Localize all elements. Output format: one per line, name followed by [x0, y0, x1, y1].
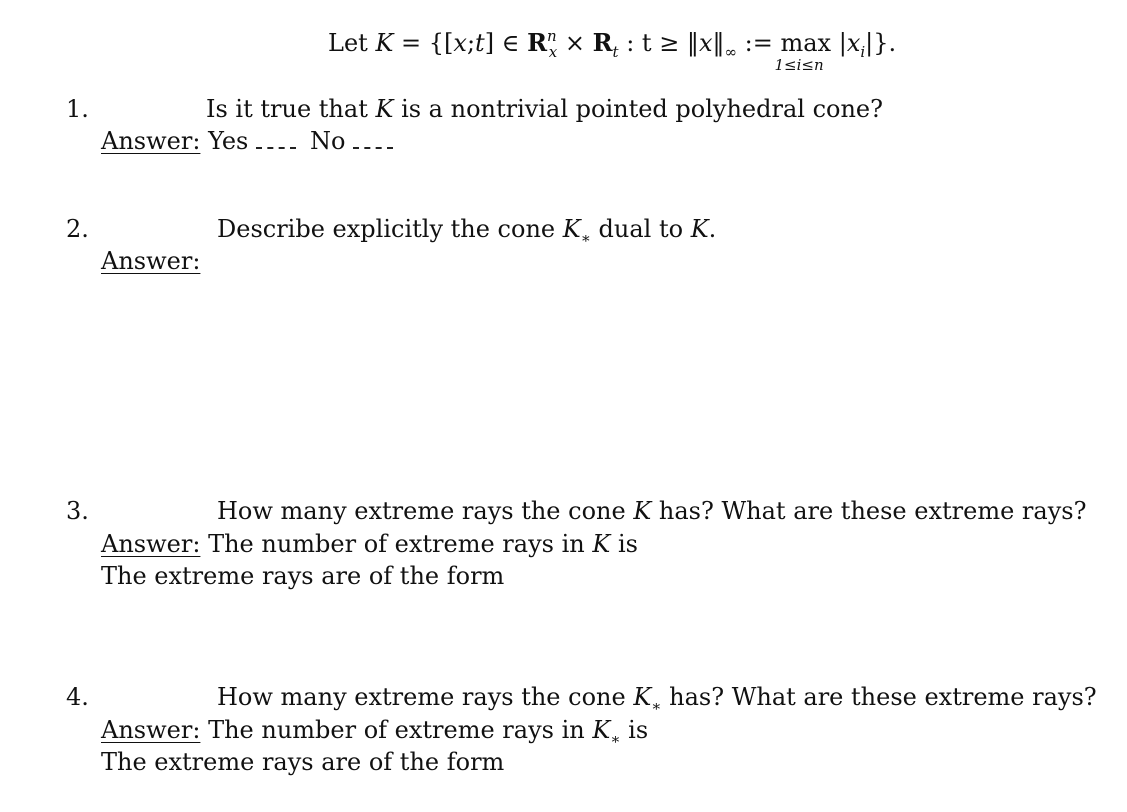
- question-3-number: 3.: [66, 497, 89, 525]
- q2-symbol-sub: ∗: [580, 229, 591, 247]
- q4-answer-is: is: [628, 716, 649, 744]
- reals-sub-t: t: [612, 43, 619, 61]
- equals-open: = {[: [401, 29, 454, 57]
- answer-no: No: [309, 127, 346, 155]
- question-2-answer: [101, 246, 200, 276]
- q3-text-after: has? What are these extreme rays?: [658, 497, 1087, 525]
- answer-label: Answer:: [101, 247, 201, 275]
- x-i-sub: i: [860, 43, 866, 61]
- answer-label: Answer:: [101, 716, 201, 744]
- question-4-answer-line2: The extreme rays are of the form: [101, 748, 505, 776]
- question-4-answer: [101, 715, 648, 748]
- semicolon: ;: [466, 29, 476, 57]
- question-2-number: 2.: [66, 215, 89, 243]
- norm-close: ‖: [712, 29, 725, 57]
- q2-symbol: K: [562, 215, 581, 243]
- reals-sub-x: x: [548, 43, 558, 61]
- var-x: x: [453, 29, 467, 57]
- question-3-text: [217, 496, 1086, 526]
- abs-close: |}.: [865, 29, 897, 57]
- q1-text-before: Is it true that: [206, 95, 368, 123]
- q4-text-after: has? What are these extreme rays?: [669, 683, 1097, 711]
- reals-symbol: R: [527, 28, 548, 57]
- max-under: 1≤i≤n: [774, 56, 824, 74]
- question-3-answer: [101, 529, 638, 559]
- times-symbol: ×: [564, 29, 585, 57]
- q4-answer-line1: The number of extreme rays in: [208, 716, 585, 744]
- max-operator: [774, 28, 832, 74]
- q2-text-before: Describe explicitly the cone: [217, 215, 556, 243]
- q4-symbol-sub: ∗: [651, 697, 662, 715]
- question-1-answer: [101, 126, 399, 156]
- q1-symbol: K: [375, 95, 394, 123]
- answer-label: Answer:: [101, 530, 201, 558]
- question-4-number: 4.: [66, 683, 89, 711]
- max-word: max: [780, 29, 832, 57]
- q1-text-after: is a nontrivial pointed polyhedral cone?: [401, 95, 883, 123]
- question-3-answer-line2: The extreme rays are of the form: [101, 562, 505, 590]
- norm-var: x: [698, 29, 713, 57]
- x-i: x: [846, 29, 861, 57]
- answer-yes: Yes: [208, 127, 249, 155]
- q4-answer-symbol: K: [592, 716, 611, 744]
- bracket-in: ] ∈: [484, 29, 520, 57]
- question-2-text: [217, 214, 716, 247]
- no-blank[interactable]: [353, 129, 393, 149]
- q2-symbol2: K: [690, 215, 709, 243]
- question-1-text: [206, 94, 883, 124]
- reals-sup-n: n: [547, 27, 557, 45]
- yes-blank[interactable]: [256, 129, 296, 149]
- assign-symbol: :=: [744, 29, 773, 57]
- q4-answer-symbol-sub: ∗: [610, 730, 621, 748]
- symbol-k: K: [375, 29, 394, 57]
- q3-answer-symbol: K: [592, 530, 611, 558]
- q4-text-before: How many extreme rays the cone: [217, 683, 626, 711]
- definition-prefix: Let: [328, 29, 368, 57]
- q2-text-after: .: [708, 215, 717, 243]
- reals-symbol-t: R: [592, 28, 613, 57]
- q3-text-before: How many extreme rays the cone: [217, 497, 626, 525]
- question-1-number: 1.: [66, 95, 89, 123]
- question-4-text: [217, 682, 1097, 715]
- colon-t: : t ≥ ‖: [626, 29, 699, 57]
- cone-definition: [328, 27, 897, 74]
- q2-text-mid: dual to: [598, 215, 684, 243]
- q3-symbol: K: [633, 497, 652, 525]
- q3-answer-is: is: [617, 530, 638, 558]
- inf-sub: ∞: [724, 43, 737, 61]
- q4-symbol: K: [633, 683, 652, 711]
- answer-label: Answer:: [101, 127, 201, 155]
- abs-open: |: [838, 29, 847, 57]
- q3-answer-line1: The number of extreme rays in: [208, 530, 585, 558]
- var-t: t: [475, 29, 485, 57]
